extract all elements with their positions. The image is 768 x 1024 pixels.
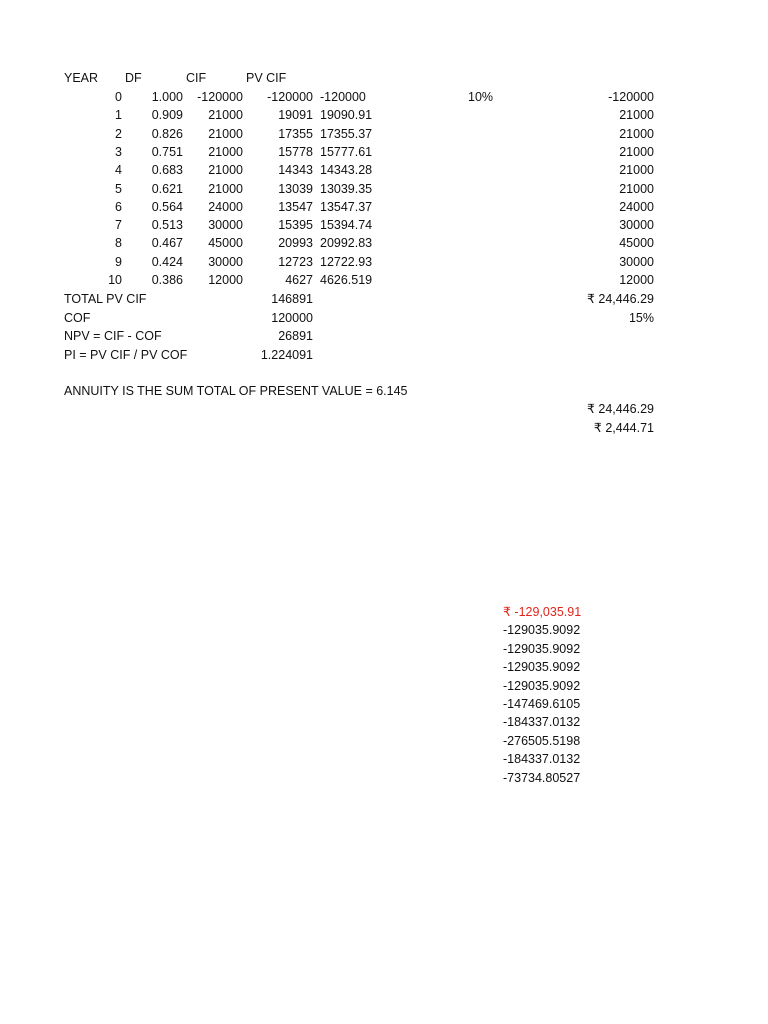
cell-cash-flow: 12000 xyxy=(619,273,654,287)
lower-value: -147469.6105 xyxy=(503,697,581,711)
cell-pv-exact: 17355.37 xyxy=(320,126,373,141)
cell-cif: 21000 xyxy=(208,144,243,159)
cell-df: 0.467 xyxy=(151,236,183,251)
cell-year: 6 xyxy=(115,199,122,214)
summary-label: COF xyxy=(64,310,91,325)
cell-year: 9 xyxy=(115,254,122,269)
right-value: ₹ 24,446.29 xyxy=(586,402,654,416)
cell-df: 0.751 xyxy=(151,144,183,159)
cell-pv-cif: 12723 xyxy=(278,254,313,269)
summary-right-value: 15% xyxy=(628,310,654,325)
cell-df: 0.909 xyxy=(151,108,183,123)
cell-pv-exact: -120000 xyxy=(320,90,366,104)
cell-year: 2 xyxy=(115,126,122,141)
summary-label: TOTAL PV CIF xyxy=(64,292,147,306)
cell-cif: 45000 xyxy=(208,236,243,251)
cell-df: 0.826 xyxy=(151,126,183,141)
cell-pv-cif: 4627 xyxy=(285,273,313,287)
cell-pv-exact: 15394.74 xyxy=(320,218,373,233)
cell-year: 5 xyxy=(115,181,122,196)
summary-label: PI = PV CIF / PV COF xyxy=(64,347,188,362)
cell-cash-flow: 21000 xyxy=(619,108,654,123)
cell-df: 0.683 xyxy=(151,163,183,178)
summary-value: 146891 xyxy=(271,292,313,306)
lower-value: -129035.9092 xyxy=(503,660,581,675)
cell-cif: 30000 xyxy=(208,254,243,269)
cell-pv-exact: 20992.83 xyxy=(320,236,373,251)
cell-cash-flow: 30000 xyxy=(619,218,654,233)
cell-pv-exact: 13039.35 xyxy=(320,181,373,196)
cell-pv-cif: 15395 xyxy=(278,218,313,233)
cell-cash-flow: 45000 xyxy=(619,236,654,251)
cell-cash-flow: 21000 xyxy=(619,163,654,178)
cell-year: 7 xyxy=(115,218,122,233)
cell-cif: 21000 xyxy=(208,163,243,178)
cell-pv-exact: 15777.61 xyxy=(320,144,373,159)
cell-cif: 21000 xyxy=(208,181,243,196)
cell-cash-flow: 21000 xyxy=(619,181,654,196)
lower-value: -129035.9092 xyxy=(503,623,581,638)
cell-df: 0.564 xyxy=(151,199,183,214)
lower-value: -73734.80527 xyxy=(503,770,581,785)
cell-df: 0.621 xyxy=(151,181,183,196)
cell-cash-flow: 30000 xyxy=(619,254,654,269)
cell-pv-exact: 13547.37 xyxy=(320,199,373,214)
annuity-note: ANNUITY IS THE SUM TOTAL OF PRESENT VALUE = 6.145 xyxy=(64,384,408,398)
cell-pv-cif: 14343 xyxy=(278,163,313,178)
lower-value: -184337.0132 xyxy=(503,715,581,730)
cell-df: 0.513 xyxy=(151,218,183,233)
cell-cash-flow: -120000 xyxy=(608,90,654,104)
lower-value: -129035.9092 xyxy=(503,641,581,656)
cell-cif: 21000 xyxy=(208,108,243,123)
cell-cash-flow: 24000 xyxy=(619,199,654,214)
right-value: ₹ 2,444.71 xyxy=(593,421,654,435)
cell-df: 1.000 xyxy=(151,90,183,104)
cell-year: 8 xyxy=(115,236,122,251)
summary-label: NPV = CIF - COF xyxy=(64,329,162,343)
summary-right-value: ₹ 24,446.29 xyxy=(586,292,654,306)
cell-year: 4 xyxy=(115,163,122,178)
cell-year: 0 xyxy=(115,90,122,104)
cell-pv-exact: 12722.93 xyxy=(320,254,373,269)
header-year: YEAR xyxy=(64,71,99,85)
cell-pv-exact: 19090.91 xyxy=(320,108,373,123)
cell-cif: -120000 xyxy=(197,90,243,104)
cell-pv-cif: 15778 xyxy=(278,144,313,159)
summary-value: 1.224091 xyxy=(260,347,313,362)
rate-cell: 10% xyxy=(468,90,494,104)
header-pv-cif: PV CIF xyxy=(246,71,287,85)
cell-pv-cif: 17355 xyxy=(278,126,313,141)
cell-pv-cif: 13039 xyxy=(278,181,313,196)
cell-year: 1 xyxy=(115,108,122,123)
cell-cif: 12000 xyxy=(208,273,243,287)
cell-cif: 21000 xyxy=(208,126,243,141)
cell-cif: 24000 xyxy=(208,199,243,214)
header-df: DF xyxy=(125,71,142,85)
summary-value: 26891 xyxy=(278,329,313,343)
cell-df: 0.424 xyxy=(151,254,183,269)
cell-pv-cif: 13547 xyxy=(278,199,313,214)
cell-cash-flow: 21000 xyxy=(619,126,654,141)
cell-pv-exact: 4626.519 xyxy=(320,273,373,287)
negative-currency-value: ₹ -129,035.91 xyxy=(503,605,582,619)
cell-year: 3 xyxy=(115,144,122,159)
summary-value: 120000 xyxy=(271,310,313,325)
header-cif: CIF xyxy=(186,71,207,85)
cell-cif: 30000 xyxy=(208,218,243,233)
cell-pv-cif: -120000 xyxy=(267,90,313,104)
cell-cash-flow: 21000 xyxy=(619,144,654,159)
lower-value: -276505.5198 xyxy=(503,733,581,748)
lower-value: -184337.0132 xyxy=(503,752,581,767)
lower-value: -129035.9092 xyxy=(503,678,581,693)
cell-year: 10 xyxy=(108,273,122,287)
cell-df: 0.386 xyxy=(151,273,183,287)
cell-pv-cif: 20993 xyxy=(278,236,313,251)
cell-pv-exact: 14343.28 xyxy=(320,163,373,178)
cell-pv-cif: 19091 xyxy=(278,108,313,123)
